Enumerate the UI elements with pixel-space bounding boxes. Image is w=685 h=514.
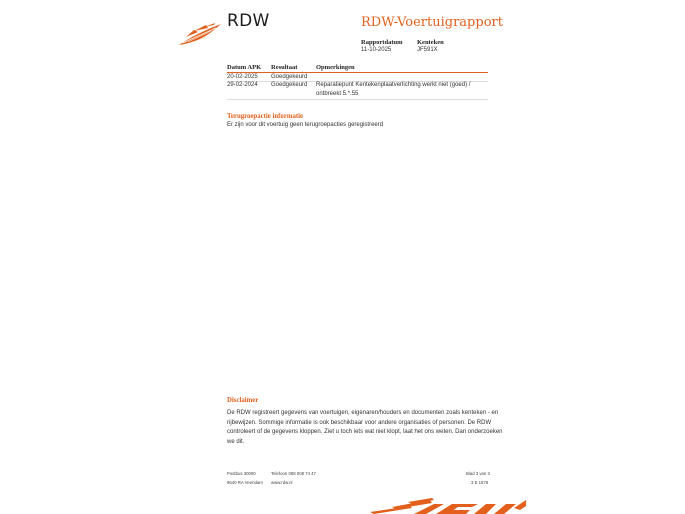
rdw-wing-logo-icon bbox=[178, 22, 222, 46]
report-date-value: 11-10-2025 bbox=[361, 47, 392, 53]
row-result: Goedgekeurd bbox=[271, 82, 308, 88]
recall-title: Terugroepactie informatie bbox=[227, 113, 304, 120]
footer-code: 3 E 1678 bbox=[471, 480, 489, 485]
row-result: Goedgekeurd bbox=[271, 74, 308, 80]
rdw-stripes-icon bbox=[370, 498, 526, 514]
row-date: 20-02-2025 bbox=[227, 74, 258, 80]
disclaimer-line: De RDW registreert gegevens van voertuigen, eigenaren/houders en documenten zoals kenteken - en bbox=[227, 410, 499, 416]
plate-label: Kenteken bbox=[417, 39, 444, 46]
footer-phone: Telefoon 088 008 74 47 bbox=[271, 471, 316, 476]
footer-city: 9640 RA Veendam bbox=[227, 480, 263, 485]
disclaimer-title: Disclaimer bbox=[227, 397, 259, 404]
plate-value: JF591X bbox=[417, 47, 438, 53]
column-header-result: Resultaat bbox=[271, 64, 298, 71]
footer-postbus: Postbus 30000 bbox=[227, 471, 256, 476]
footer-website[interactable]: www.rdw.nl bbox=[271, 480, 293, 485]
table-header-rule bbox=[227, 72, 488, 73]
disclaimer-line: we dit. bbox=[227, 439, 245, 445]
row-remark-line-2: ontbreekt 5.*.55 bbox=[316, 91, 359, 97]
logo-text: RDW bbox=[227, 11, 270, 31]
column-header-date: Datum APK bbox=[227, 64, 262, 71]
disclaimer-line: rijbewijzen. Sommige informatie is ook beschikbaar voor andere organisaties of personen. De RDW bbox=[227, 420, 492, 426]
report-date-label: Rapportdatum bbox=[361, 39, 403, 46]
row-date: 29-02-2024 bbox=[227, 82, 258, 88]
disclaimer-line: controleert of de gegevens kloppen. Ziet u toch iets wat niet klopt, laat het ons weten. Dan onderzoeken bbox=[227, 429, 503, 435]
footer-page-number: Blad 3 van 3 bbox=[466, 471, 490, 476]
row-divider bbox=[227, 99, 488, 100]
recall-text: Er zijn voor dit voertuig geen terugroepacties geregistreerd bbox=[227, 122, 384, 128]
report-title: RDW-Voertuigrapport bbox=[361, 15, 503, 30]
row-remark-line-1: Reparatiepunt Kentekenplaatverlichting werkt niet (goed) / bbox=[316, 82, 471, 88]
column-header-remarks: Opmerkingen bbox=[316, 64, 355, 71]
